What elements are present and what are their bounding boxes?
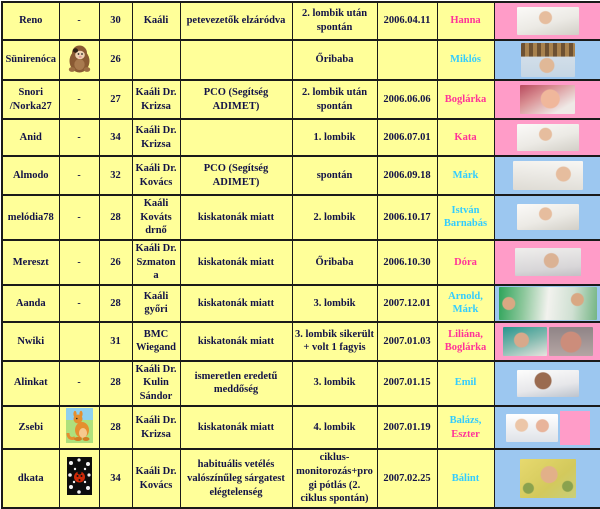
table-row bbox=[2, 240, 600, 285]
doctor-cell: BMC Wiegand bbox=[132, 322, 180, 361]
doctor-cell: Kaáli Dr. Kovács bbox=[132, 156, 180, 195]
toy-icon-cell bbox=[59, 2, 99, 40]
kangaroo-icon bbox=[66, 408, 93, 443]
forum-name-cell: Mereszt bbox=[2, 240, 59, 285]
age-cell: 34 bbox=[99, 449, 132, 508]
photo-area bbox=[495, 7, 600, 35]
photo-area bbox=[495, 459, 600, 498]
result-cell: 2. lombik után spontán bbox=[292, 2, 377, 40]
dash-mark: - bbox=[77, 212, 80, 223]
baby-photo bbox=[503, 327, 547, 356]
baby-photo bbox=[521, 43, 575, 77]
result-cell: 3. lombik sikerült + volt 1 fagyis bbox=[292, 322, 377, 361]
photo-area bbox=[495, 287, 600, 320]
date-cell: 2006.10.17 bbox=[377, 195, 437, 240]
table-row bbox=[2, 80, 600, 119]
baby-photo-cell bbox=[494, 240, 600, 285]
baby-name: Bálint bbox=[452, 473, 479, 484]
date-cell: 2006.09.18 bbox=[377, 156, 437, 195]
doctor-cell: Kaáli Dr. Krizsa bbox=[132, 80, 180, 119]
age-cell: 28 bbox=[99, 285, 132, 322]
dash-mark: - bbox=[77, 132, 80, 143]
diagnosis-cell: PCO (Segítség ADIMET) bbox=[180, 156, 292, 195]
baby-name: Liliána, Boglárka bbox=[445, 329, 486, 354]
dash-mark: - bbox=[77, 298, 80, 309]
age-cell: 27 bbox=[99, 80, 132, 119]
diagnosis-cell: kiskatonák miatt bbox=[180, 285, 292, 322]
doctor-cell: Kaáli Kováts drnő bbox=[132, 195, 180, 240]
result-cell: 3. lombik bbox=[292, 361, 377, 406]
result-cell: 1. lombik bbox=[292, 119, 377, 156]
baby-name-cell bbox=[437, 40, 494, 80]
forum-name-cell: Anid bbox=[2, 119, 59, 156]
result-cell: 2. lombik után spontán bbox=[292, 80, 377, 119]
date-cell: 2007.12.01 bbox=[377, 285, 437, 322]
table-row bbox=[2, 119, 600, 156]
result-cell: 3. lombik bbox=[292, 285, 377, 322]
date-cell: 2007.02.25 bbox=[377, 449, 437, 508]
baby-name: Balázs, bbox=[450, 415, 482, 426]
age-cell: 31 bbox=[99, 322, 132, 361]
photo-area bbox=[495, 124, 600, 151]
forum-name-cell: Sünirenóca bbox=[2, 40, 59, 80]
baby-name-cell bbox=[437, 156, 494, 195]
table-row bbox=[2, 449, 600, 508]
baby-photo bbox=[515, 248, 581, 276]
participant-table bbox=[1, 1, 600, 509]
baby-name-cell bbox=[437, 285, 494, 322]
table-body bbox=[2, 2, 600, 508]
doctor-cell: Kaáli Dr. Kovács bbox=[132, 449, 180, 508]
table-row bbox=[2, 195, 600, 240]
baby-photo-cell bbox=[494, 195, 600, 240]
date-cell: 2006.07.01 bbox=[377, 119, 437, 156]
baby-photo-cell bbox=[494, 2, 600, 40]
toy-icon-cell bbox=[59, 449, 99, 508]
baby-photo-cell bbox=[494, 156, 600, 195]
baby-name-cell bbox=[437, 449, 494, 508]
toy-icon-cell bbox=[59, 240, 99, 285]
doctor-cell: Kaáli győri bbox=[132, 285, 180, 322]
diagnosis-cell: petevezetők elzáródva bbox=[180, 2, 292, 40]
dash-mark: - bbox=[77, 15, 80, 26]
toy-icon-cell bbox=[59, 119, 99, 156]
age-cell: 32 bbox=[99, 156, 132, 195]
baby-name: Emil bbox=[455, 377, 477, 388]
forum-name-cell: Alinkat bbox=[2, 361, 59, 406]
date-cell: 2006.04.11 bbox=[377, 2, 437, 40]
forum-name-cell: Zsebi bbox=[2, 406, 59, 450]
diagnosis-cell: PCO (Segítség ADIMET) bbox=[180, 80, 292, 119]
diagnosis-cell bbox=[180, 40, 292, 80]
date-cell: 2006.10.30 bbox=[377, 240, 437, 285]
photo-area bbox=[495, 411, 600, 445]
table-row bbox=[2, 156, 600, 195]
age-cell: 30 bbox=[99, 2, 132, 40]
baby-photo bbox=[517, 7, 579, 35]
baby-photo-cell bbox=[494, 449, 600, 508]
baby-name: Miklós bbox=[450, 54, 481, 65]
baby-name: Hanna bbox=[450, 15, 480, 26]
baby-photo-cell bbox=[494, 322, 600, 361]
baby-photo bbox=[549, 327, 593, 356]
toy-icon-cell bbox=[59, 80, 99, 119]
age-cell: 34 bbox=[99, 119, 132, 156]
age-cell: 28 bbox=[99, 406, 132, 450]
baby-name: Arnold, Márk bbox=[448, 291, 483, 316]
table-row bbox=[2, 361, 600, 406]
baby-name: Boglárka bbox=[445, 94, 486, 105]
baby-photo bbox=[520, 85, 575, 114]
baby-name: Eszter bbox=[451, 429, 480, 440]
table-row bbox=[2, 322, 600, 361]
baby-name: István Barnabás bbox=[444, 205, 487, 230]
doctor-cell: Kaáli bbox=[132, 2, 180, 40]
toy-icon-cell bbox=[59, 361, 99, 406]
photo-area bbox=[495, 204, 600, 230]
result-cell: ciklus-monitorozás+progi pótlás (2. ciklus spontán) bbox=[292, 449, 377, 508]
date-cell: 2007.01.03 bbox=[377, 322, 437, 361]
forum-name-cell: Aanda bbox=[2, 285, 59, 322]
forum-name-cell: Almodo bbox=[2, 156, 59, 195]
diagnosis-cell: ismeretlen eredetű meddőség bbox=[180, 361, 292, 406]
ladybug-icon bbox=[67, 457, 92, 495]
diagnosis-cell: habituális vetélés valószínűleg sárgatest elégtelenség bbox=[180, 449, 292, 508]
baby-name: Kata bbox=[454, 132, 476, 143]
result-cell: Őribaba bbox=[292, 40, 377, 80]
baby-photo-cell bbox=[494, 40, 600, 80]
dash-mark: - bbox=[77, 377, 80, 388]
dash-mark: - bbox=[77, 170, 80, 181]
toy-icon-cell bbox=[59, 195, 99, 240]
diagnosis-cell bbox=[180, 119, 292, 156]
table-row bbox=[2, 285, 600, 322]
forum-name-cell: Nwiki bbox=[2, 322, 59, 361]
age-cell: 26 bbox=[99, 40, 132, 80]
baby-photo bbox=[517, 370, 579, 397]
baby-photo-cell bbox=[494, 361, 600, 406]
baby-name-cell bbox=[437, 2, 494, 40]
diagnosis-cell: kiskatonák miatt bbox=[180, 406, 292, 450]
photo-area bbox=[495, 85, 600, 114]
baby-name-cell bbox=[437, 195, 494, 240]
table-row bbox=[2, 2, 600, 40]
table-row bbox=[2, 406, 600, 450]
age-cell: 28 bbox=[99, 361, 132, 406]
dash-mark: - bbox=[77, 257, 80, 268]
baby-photo-cell bbox=[494, 119, 600, 156]
photo-area bbox=[495, 327, 600, 356]
doctor-cell: Kaáli Dr. Kulin Sándor bbox=[132, 361, 180, 406]
age-cell: 28 bbox=[99, 195, 132, 240]
forum-name-cell: melódia78 bbox=[2, 195, 59, 240]
diagnosis-cell: kiskatonák miatt bbox=[180, 195, 292, 240]
baby-name-cell bbox=[437, 119, 494, 156]
toy-icon-cell bbox=[59, 322, 99, 361]
result-cell: Őribaba bbox=[292, 240, 377, 285]
color-block bbox=[560, 411, 590, 445]
forum-name-cell: Reno bbox=[2, 2, 59, 40]
photo-area bbox=[495, 161, 600, 190]
plush-toy-icon bbox=[67, 42, 92, 73]
forum-name-cell: Snori /Norka27 bbox=[2, 80, 59, 119]
doctor-cell: Kaáli Dr. Krizsa bbox=[132, 119, 180, 156]
baby-name-cell bbox=[437, 80, 494, 119]
baby-name-cell bbox=[437, 322, 494, 361]
baby-photo-cell bbox=[494, 285, 600, 322]
result-cell: spontán bbox=[292, 156, 377, 195]
toy-icon-cell bbox=[59, 406, 99, 450]
toy-icon-cell bbox=[59, 285, 99, 322]
baby-photo bbox=[517, 204, 579, 230]
baby-photo bbox=[520, 459, 576, 498]
diagnosis-cell: kiskatonák miatt bbox=[180, 240, 292, 285]
result-cell: 2. lombik bbox=[292, 195, 377, 240]
photo-area bbox=[495, 43, 600, 77]
baby-photo bbox=[513, 161, 583, 190]
baby-name-cell bbox=[437, 406, 494, 450]
date-cell: 2006.06.06 bbox=[377, 80, 437, 119]
photo-area bbox=[495, 370, 600, 397]
baby-photo-cell bbox=[494, 80, 600, 119]
doctor-cell: Kaáli Dr. Krizsa bbox=[132, 406, 180, 450]
dash-mark: - bbox=[77, 94, 80, 105]
photo-area bbox=[495, 248, 600, 276]
baby-photo bbox=[499, 287, 597, 320]
doctor-cell: Kaáli Dr. Szmatona bbox=[132, 240, 180, 285]
date-cell: 2007.01.15 bbox=[377, 361, 437, 406]
result-cell: 4. lombik bbox=[292, 406, 377, 450]
table-row bbox=[2, 40, 600, 80]
date-cell: 2007.01.19 bbox=[377, 406, 437, 450]
doctor-cell bbox=[132, 40, 180, 80]
toy-icon-cell bbox=[59, 156, 99, 195]
age-cell: 26 bbox=[99, 240, 132, 285]
baby-name: Dóra bbox=[454, 257, 477, 268]
date-cell bbox=[377, 40, 437, 80]
forum-name-cell: dkata bbox=[2, 449, 59, 508]
baby-name-cell bbox=[437, 240, 494, 285]
toy-icon-cell bbox=[59, 40, 99, 80]
baby-photo bbox=[506, 414, 558, 442]
baby-photo-cell bbox=[494, 406, 600, 450]
diagnosis-cell: kiskatonák miatt bbox=[180, 322, 292, 361]
baby-name: Márk bbox=[453, 170, 479, 181]
baby-name-cell bbox=[437, 361, 494, 406]
baby-photo bbox=[517, 124, 579, 151]
